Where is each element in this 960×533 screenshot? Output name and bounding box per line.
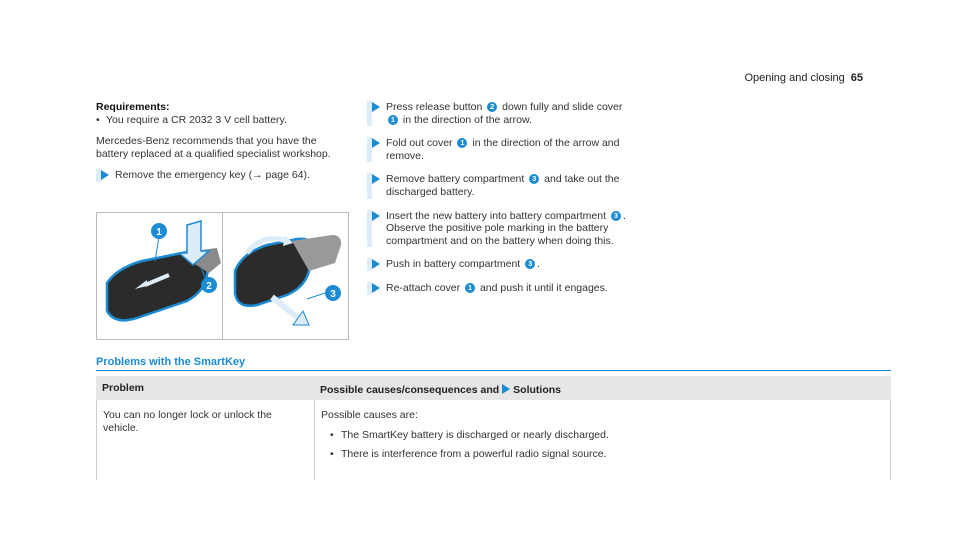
step-insert-battery: [367, 210, 627, 248]
step-text: and take out the discharged battery.: [386, 173, 620, 198]
step-text: down fully and slide cover: [499, 101, 623, 113]
causes-intro: Possible causes are:: [321, 409, 418, 421]
step-text: .: [537, 258, 541, 271]
svg-text:2: 2: [206, 281, 212, 292]
step-arrow-icon: [372, 138, 380, 148]
header-causes-text: Possible causes/consequences and: [320, 384, 500, 396]
cause-item: • The SmartKey battery is discharged or nearly discharged.: [321, 429, 881, 442]
callout-badge: 1: [465, 283, 475, 293]
table-row: [96, 400, 891, 480]
callout-3-icon: [307, 285, 341, 301]
section-title: Problems with the SmartKey: [96, 356, 246, 368]
step-press-release: [367, 101, 627, 126]
table-header: [96, 376, 891, 400]
callout-badge: 3: [525, 259, 535, 269]
step-text: in the direction of the arrow and remove.: [386, 137, 620, 162]
step-arrow-icon: [372, 102, 380, 112]
header-problem: Problem: [102, 382, 145, 394]
cause-item: • There is interference from a powerful radio signal source.: [321, 448, 881, 461]
callout-badge: 2: [487, 102, 497, 112]
left-column: [96, 101, 346, 182]
step-fold-cover: [367, 137, 627, 162]
page-header: [744, 72, 863, 84]
step-text: Fold out cover: [386, 137, 456, 150]
step-text: Insert the new battery into battery compartment: [386, 209, 609, 222]
svg-text:1: 1: [156, 227, 162, 238]
requirement-item: • You require a CR 2032 3 V cell battery.: [96, 114, 346, 127]
callout-badge: 1: [388, 115, 398, 125]
header-causes: [320, 384, 561, 396]
recommendation-text: Mercedes-Benz recommends that you have the battery replaced at a qualified specialist workshop.: [96, 135, 331, 160]
step-remove-key: [96, 169, 346, 182]
step-remove-compartment: [367, 173, 627, 198]
callout-badge: 3: [529, 174, 539, 184]
step-text: . Observe the positive pole marking in the battery compartment and on the battery when doing this.: [386, 209, 626, 247]
step-text: and push it until it engages.: [477, 281, 608, 294]
page-number: 65: [850, 72, 863, 84]
step-push-compartment: [367, 258, 627, 271]
key-illustration: [96, 212, 349, 340]
callout-badge: 3: [611, 211, 621, 221]
step-arrow-icon: [372, 283, 380, 293]
header-solutions-text: Solutions: [513, 384, 562, 396]
step-text: Remove battery compartment: [386, 173, 528, 186]
step-arrow-icon: [372, 259, 380, 269]
causes-cell: [321, 409, 881, 461]
step-text: in the direction of the arrow.: [400, 113, 532, 126]
problem-cell: You can no longer lock or unlock the vehicle.: [103, 409, 272, 434]
step-arrow-icon: [101, 170, 109, 180]
column-divider: [314, 400, 315, 480]
svg-text:3: 3: [330, 289, 336, 300]
step-text: Re-attach cover: [386, 281, 464, 294]
right-column: [367, 101, 627, 306]
step-text: Remove the emergency key (→ page 64).: [115, 169, 310, 182]
step-text: Push in battery compartment: [386, 258, 524, 271]
callout-badge: 1: [457, 138, 467, 148]
solutions-arrow-icon: [502, 384, 510, 394]
step-text: Press release button: [386, 101, 486, 113]
key-right-icon: [235, 235, 341, 325]
step-arrow-icon: [372, 211, 380, 221]
problems-table: [96, 376, 891, 480]
section-divider: [96, 370, 891, 371]
step-reattach-cover: [367, 282, 627, 295]
section-name: Opening and closing: [744, 72, 845, 84]
figure-divider: [222, 213, 223, 339]
step-arrow-icon: [372, 174, 380, 184]
requirements-title: Requirements:: [96, 101, 170, 113]
